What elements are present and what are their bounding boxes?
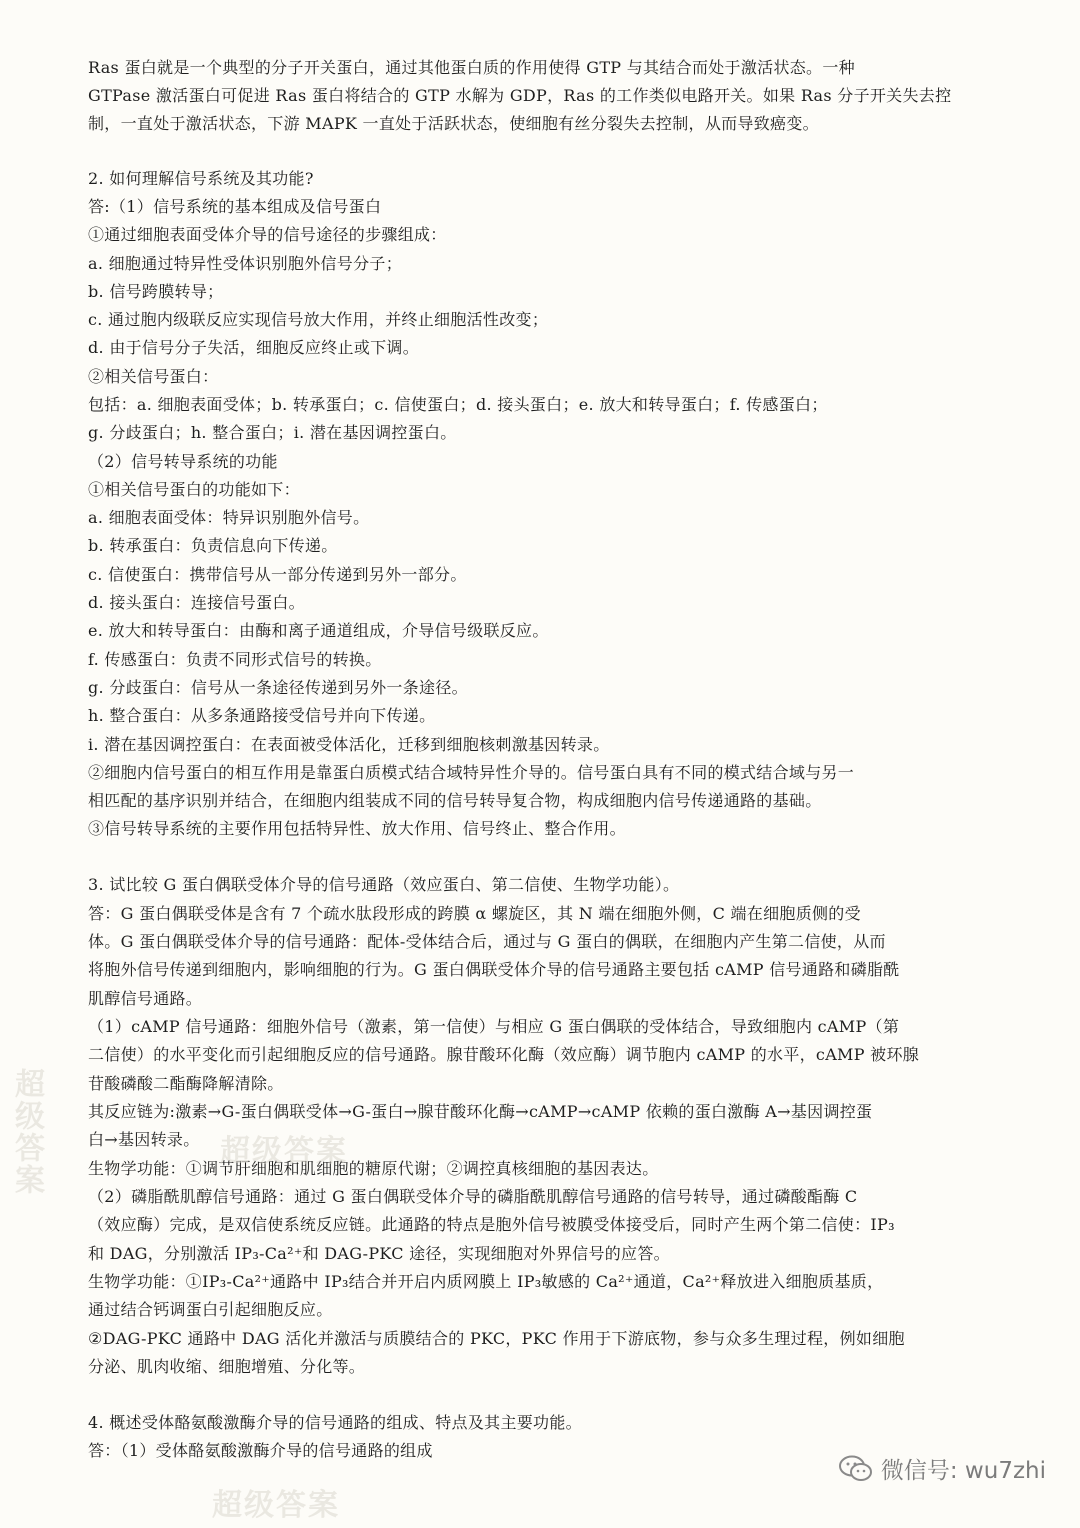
watermark: 超级答案 bbox=[220, 1134, 348, 1169]
text-line: ②DAG-PKC 通路中 DAG 活化并激活与质膜结合的 PKC，PKC 作用于下游底物，参与众多生理过程，例如细胞 bbox=[88, 1329, 905, 1348]
text-line: 2. 如何理解信号系统及其功能? bbox=[88, 169, 314, 188]
text-line: g. 分歧蛋白：信号从一条途径传递到另外一条途径。 bbox=[88, 678, 468, 697]
text-line: 肌醇信号通路。 bbox=[88, 989, 203, 1008]
wechat-id-watermark bbox=[839, 1452, 1046, 1485]
text-line: b. 转承蛋白：负责信息向下传递。 bbox=[88, 536, 338, 555]
text-line: f. 传感蛋白：负责不同形式信号的转换。 bbox=[88, 650, 382, 669]
text-line: （效应酶）完成，是双信使系统反应链。此通路的特点是胞外信号被膜受体接受后，同时产生两个第二信使：IP₃ bbox=[88, 1215, 895, 1234]
text-line: 相匹配的基序识别并结合，在细胞内组装成不同的信号转导复合物，构成细胞内信号传递通路的基础。 bbox=[88, 791, 822, 810]
text-line: i. 潜在基因调控蛋白：在表面被受体活化，迁移到细胞核刺激基因转录。 bbox=[88, 735, 610, 754]
wechat-icon bbox=[839, 1455, 873, 1483]
text-line: h. 整合蛋白：从多条通路接受信号并向下传递。 bbox=[88, 706, 436, 725]
text-line: b. 信号跨膜转导； bbox=[88, 282, 224, 301]
text-line: g. 分歧蛋白；h. 整合蛋白；i. 潜在基因调控蛋白。 bbox=[88, 423, 457, 442]
text-line: （2）信号转导系统的功能 bbox=[88, 452, 278, 471]
wechat-id-label: 微信号: wu7zhi bbox=[880, 1458, 1046, 1484]
text-line: Ras 蛋白就是一个典型的分子开关蛋白，通过其他蛋白质的作用使得 GTP 与其结合而处于激活状态。一种 bbox=[88, 58, 855, 77]
text-line: c. 通过胞内级联反应实现信号放大作用，并终止细胞活性改变； bbox=[88, 310, 549, 329]
text-line: d. 由于信号分子失活，细胞反应终止或下调。 bbox=[88, 338, 420, 357]
text-line: a. 细胞通过特异性受体识别胞外信号分子； bbox=[88, 254, 403, 273]
text-line: （1）cAMP 信号通路：细胞外信号（激素，第一信使）与相应 G 蛋白偶联的受体结合，导致细胞内 cAMP（第 bbox=[88, 1017, 900, 1036]
text-line: 制，一直处于激活状态，下游 MAPK 一直处于活跃状态，使细胞有丝分裂失去控制，从而导致癌变。 bbox=[88, 114, 819, 133]
watermark: 超级答案 bbox=[212, 1488, 340, 1523]
text-line: 4. 概述受体酪氨酸激酶介导的信号通路的组成、特点及其主要功能。 bbox=[88, 1413, 582, 1432]
text-line: 分泌、肌肉收缩、细胞增殖、分化等。 bbox=[88, 1357, 366, 1376]
text-line: 答:（1）信号系统的基本组成及信号蛋白 bbox=[88, 197, 382, 216]
text-line: 体。G 蛋白偶联受体介导的信号通路：配体-受体结合后，通过与 G 蛋白的偶联，在细胞内产生第二信使，从而 bbox=[88, 932, 886, 951]
text-line: 和 DAG，分别激活 IP₃-Ca²⁺和 DAG-PKC 途径，实现细胞对外界信号的应答。 bbox=[88, 1244, 670, 1263]
text-line: 生物学功能：①IP₃-Ca²⁺通路中 IP₃结合并开启内质网膜上 IP₃敏感的 Ca²⁺通道，Ca²⁺释放进入细胞质基质， bbox=[88, 1272, 884, 1291]
text-line: 白→基因转录。 bbox=[88, 1130, 200, 1149]
text-line: 3. 试比较 G 蛋白偶联受体介导的信号通路（效应蛋白、第二信使、生物学功能）。 bbox=[88, 875, 680, 894]
text-line: GTPase 激活蛋白可促进 Ras 蛋白将结合的 GTP 水解为 GDP，Ras 的工作类似电路开关。如果 Ras 分子开关失去控 bbox=[88, 86, 952, 105]
text-line: 包括：a. 细胞表面受体；b. 转承蛋白；c. 信使蛋白；d. 接头蛋白；e. 放大和转导蛋白；f. 传感蛋白； bbox=[88, 395, 828, 414]
text-line: 二信使）的水平变化而引起细胞反应的信号通路。腺苷酸环化酶（效应酶）调节胞内 cAMP 的水平，cAMP 被环腺 bbox=[88, 1045, 920, 1064]
text-line: 苷酸磷酸二酯酶降解清除。 bbox=[88, 1074, 284, 1093]
text-line: ①相关信号蛋白的功能如下： bbox=[88, 480, 300, 499]
text-line: ②相关信号蛋白： bbox=[88, 367, 219, 386]
text-line: d. 接头蛋白：连接信号蛋白。 bbox=[88, 593, 305, 612]
text-line: 其反应链为:激素→G-蛋白偶联受体→G-蛋白→腺苷酸环化酶→cAMP→cAMP 依赖的蛋白激酶 A→基因调控蛋 bbox=[88, 1102, 873, 1121]
text-line: c. 信使蛋白：携带信号从一部分传递到另外一部分。 bbox=[88, 565, 467, 584]
watermark: 超级答案 bbox=[9, 1068, 44, 1196]
text-line: a. 细胞表面受体：特异识别胞外信号。 bbox=[88, 508, 370, 527]
text-line: e. 放大和转导蛋白：由酶和离子通道组成，介导信号级联反应。 bbox=[88, 621, 549, 640]
text-line: 将胞外信号传递到细胞内，影响细胞的行为。G 蛋白偶联受体介导的信号通路主要包括 cAMP 信号通路和磷脂酰 bbox=[88, 960, 900, 979]
text-line: ①通过细胞表面受体介导的信号途径的步骤组成： bbox=[88, 225, 447, 244]
text-line: 生物学功能：①调节肝细胞和肌细胞的糖原代谢；②调控真核细胞的基因表达。 bbox=[88, 1159, 659, 1178]
text-line: 通过结合钙调蛋白引起细胞反应。 bbox=[88, 1300, 333, 1319]
text-line: ②细胞内信号蛋白的相互作用是靠蛋白质模式结合域特异性介导的。信号蛋白具有不同的模式结合域与另一 bbox=[88, 763, 855, 782]
text-line: ③信号转导系统的主要作用包括特异性、放大作用、信号终止、整合作用。 bbox=[88, 819, 626, 838]
text-line: （2）磷脂酰肌醇信号通路：通过 G 蛋白偶联受体介导的磷脂酰肌醇信号通路的信号转导，通过磷酸酯酶 C bbox=[88, 1187, 858, 1206]
text-line: 答：（1）受体酪氨酸激酶介导的信号通路的组成 bbox=[88, 1441, 433, 1460]
text-line: 答：G 蛋白偶联受体是含有 7 个疏水肽段形成的跨膜 α 螺旋区，其 N 端在细胞外侧，C 端在细胞质侧的受 bbox=[88, 904, 861, 923]
